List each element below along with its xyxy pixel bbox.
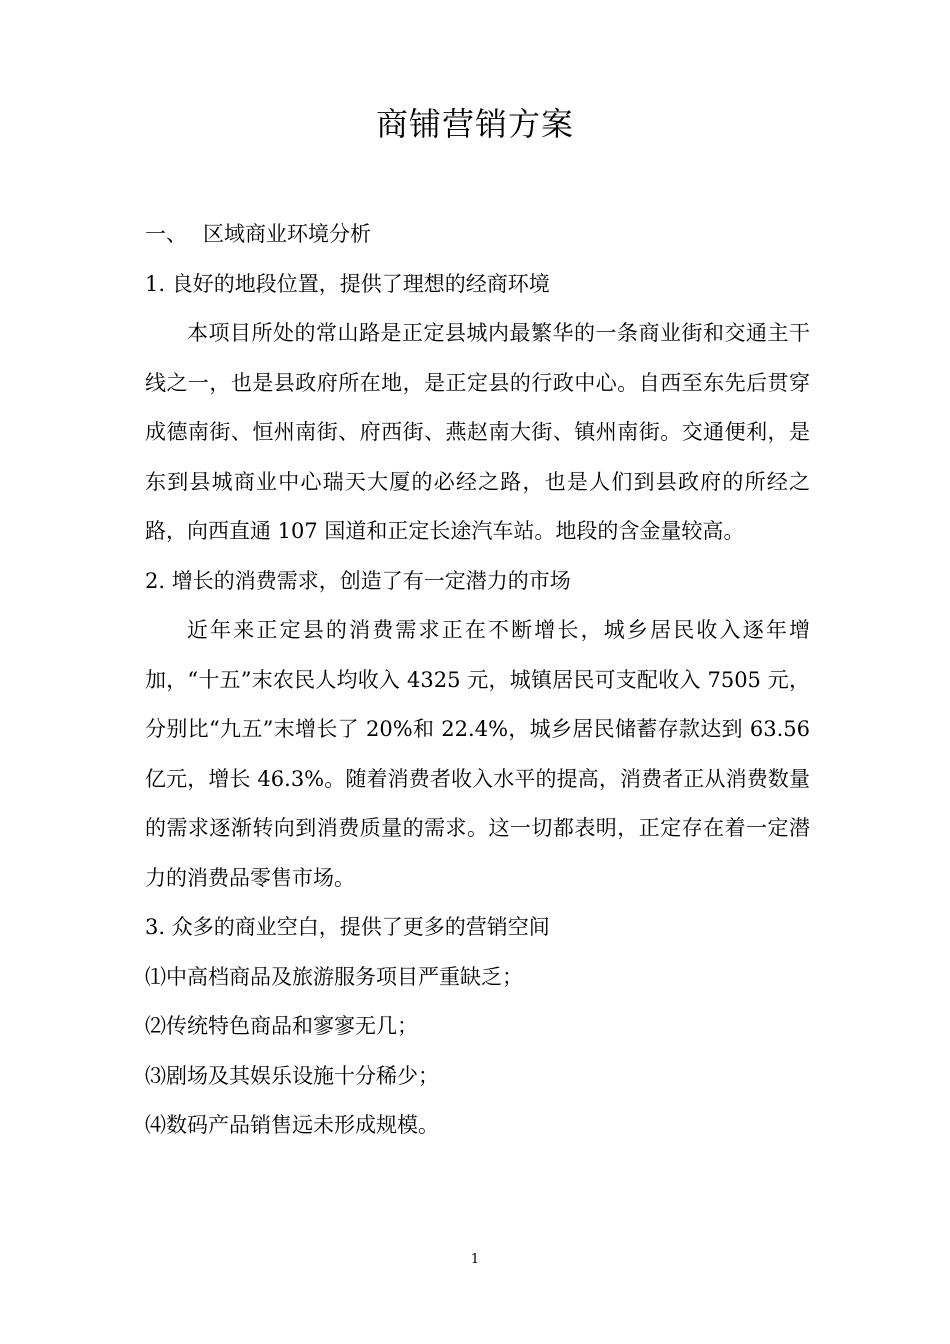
- subsection-heading-1: 1. 良好的地段位置，提供了理想的经商环境: [145, 271, 550, 296]
- section-heading: [145, 210, 810, 260]
- page-number: 1: [470, 1252, 480, 1267]
- paragraph-location: 本项目所处的常山路是正定县城内最繁华的一条商业街和交通主干线之一，也是县政府所在地，是正定县的行政中心。自西至东先后贯穿成德南街、恒州南街、府西街、燕赵南大街、镇州南街。交通便利，是东到县城商业中心瑞天大厦的必经之路，也是人们到县政府的所经之路，向西直通 107 国道和正定长途汽车站。地段的含金量较高。: [145, 321, 810, 543]
- list-item: ⑵传统特色商品和寥寥无几；: [145, 1014, 418, 1038]
- paragraph-consumption: 近年来正定县的消费需求正在不断增长，城乡居民收入逐年增加，“十五”末农民人均收入 4325 元，城镇居民可支配收入 7505 元，分别比“九五”末增长了 20%和 22.4%，城乡居民储蓄存款达到 63.56 亿元，增长 46.3%。随着消费者收入水平的提高，消费者正从消费数量的需求逐渐转向到消费质量的需求。这一切都表明，正定存在着一定潜力的消费品零售市场。: [145, 618, 810, 890]
- document-body: [145, 210, 810, 1151]
- document-title: 商铺营销方案: [375, 105, 574, 143]
- section-number: 一、: [145, 222, 187, 246]
- list-item: ⑶剧场及其娱乐设施十分稀少；: [145, 1063, 439, 1088]
- section-heading-text: 区域商业环境分析: [203, 222, 371, 246]
- subsection-heading-2: 2. 增长的消费需求，创造了有一定潜力的市场: [145, 568, 571, 593]
- list-item: ⑴中高档商品及旅游服务项目严重缺乏；: [145, 964, 523, 989]
- list-item: ⑷数码产品销售远未形成规模。: [145, 1113, 439, 1137]
- subsection-heading-3: 3. 众多的商业空白，提供了更多的营销空间: [145, 915, 550, 939]
